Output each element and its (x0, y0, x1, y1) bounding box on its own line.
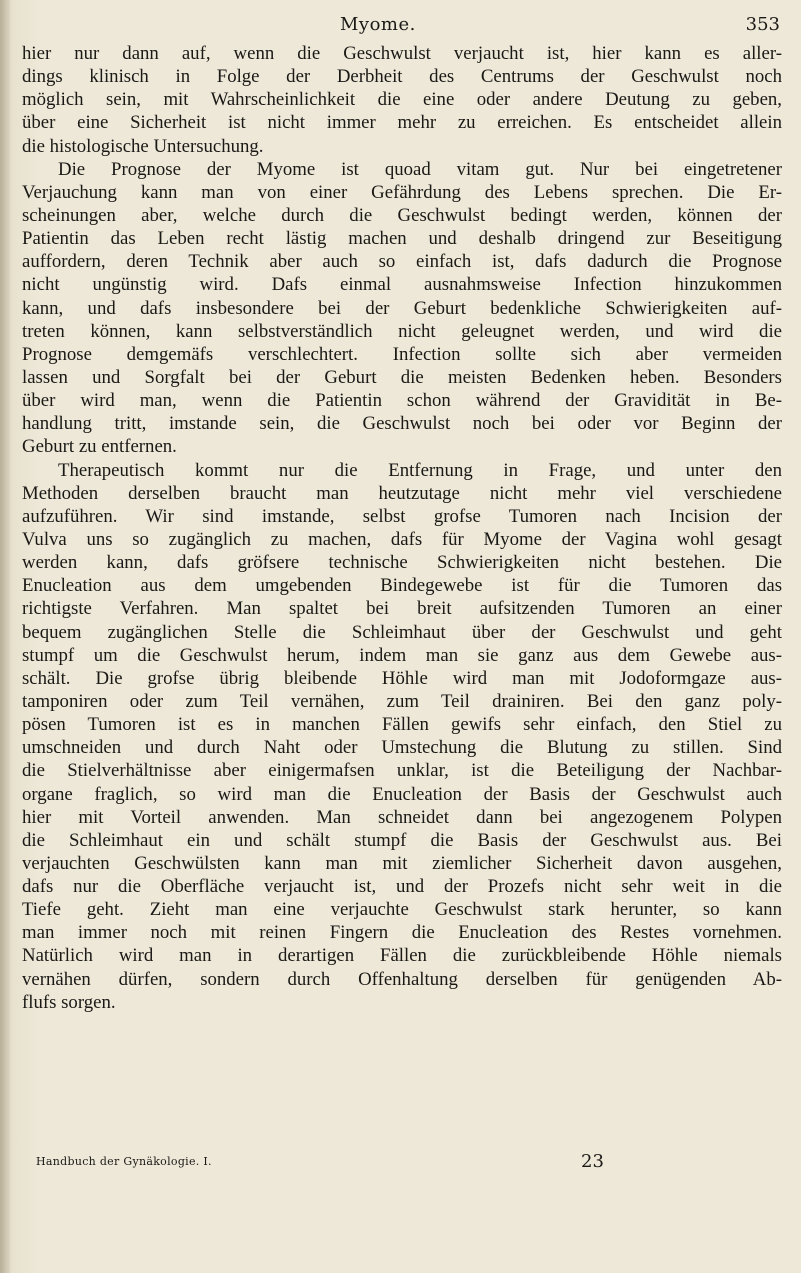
running-head (340, 14, 780, 42)
text-line: dafs nur die Oberfläche verjaucht ist, und der Prozefs nicht sehr weit in die (22, 876, 782, 898)
text-line: handlung tritt, imstande sein, die Geschwulst noch bei oder vor Beginn der (22, 413, 782, 435)
text-line: Tiefe geht. Zieht man eine verjauchte Geschwulst stark herunter, so kann (22, 899, 782, 921)
text-line: umschneiden und durch Naht oder Umstechung die Blutung zu stillen. Sind (22, 737, 782, 759)
text-line: Enucleation aus dem umgebenden Bindegewebe ist für die Tumoren das (22, 575, 782, 597)
text-line: bequem zugänglichen Stelle die Schleimhaut über der Geschwulst und geht (22, 621, 782, 643)
text-line: lassen und Sorgfalt bei der Geburt die meisten Bedenken heben. Besonders (22, 366, 782, 388)
text-line: die Schleimhaut ein und schält stumpf die Basis der Geschwulst aus. Bei (22, 829, 782, 851)
text-line: stumpf um die Geschwulst herum, indem man sie ganz aus dem Gewebe aus- (22, 644, 782, 666)
text-line: möglich sein, mit Wahrscheinlichkeit die eine oder andere Deutung zu geben, (22, 89, 782, 111)
sheet-signature-number: 23 (581, 1151, 604, 1172)
text-line: hier nur dann auf, wenn die Geschwulst verjaucht ist, hier kann es aller- (22, 43, 782, 64)
text-line: vernähen dürfen, sondern durch Offenhaltung derselben für genügenden Ab- (22, 968, 782, 990)
text-line: nicht ungünstig wird. Dafs einmal ausnahmsweise Infection hinzukommen (22, 274, 782, 296)
binding-edge (0, 0, 10, 1273)
body-text (22, 42, 782, 1014)
text-line: Therapeutisch kommt nur die Entfernung in Frage, und unter den (58, 459, 782, 481)
text-line: über eine Sicherheit ist nicht immer mehr zu erreichen. Es entscheidet allein (22, 112, 782, 134)
text-line: Vulva uns so zugänglich zu machen, dafs für Myome der Vagina wohl gesagt (22, 528, 782, 550)
text-line: Geburt zu entfernen. (22, 436, 177, 458)
text-line: hier mit Vorteil anwenden. Man schneidet dann bei angezogenem Polypen (22, 806, 782, 828)
text-line: werden kann, dafs gröfsere technische Schwierigkeiten nicht bestehen. Die (22, 552, 782, 574)
text-line: Verjauchung kann man von einer Gefährdung des Lebens sprechen. Die Er- (22, 181, 782, 203)
text-line: schält. Die grofse übrig bleibende Höhle wird man mit Jodoformgaze aus- (22, 667, 782, 689)
text-line: die Stielverhältnisse aber einigermafsen unklar, ist die Beteiligung der Nachbar- (22, 760, 782, 782)
text-line: verjauchten Geschwülsten kann man mit ziemlicher Sicherheit davon ausgehen, (22, 852, 782, 874)
text-line: Natürlich wird man in derartigen Fällen die zurückbleibende Höhle niemals (22, 945, 782, 967)
text-line: die histologische Untersuchung. (22, 135, 264, 157)
text-line: dings klinisch in Folge der Derbheit des Centrums der Geschwulst noch (22, 66, 782, 88)
text-line: Methoden derselben braucht man heutzutage nicht mehr viel verschiedene (22, 482, 782, 504)
page-number: 353 (745, 14, 780, 35)
text-line: kann, und dafs insbesondere bei der Geburt bedenkliche Schwierigkeiten auf- (22, 297, 782, 319)
text-line: Die Prognose der Myome ist quoad vitam gut. Nur bei eingetretener (58, 158, 782, 180)
text-line: richtigste Verfahren. Man spaltet bei breit aufsitzenden Tumoren an einer (22, 598, 782, 620)
text-line: aufzuführen. Wir sind imstande, selbst grofse Tumoren nach Incision der (22, 505, 782, 527)
text-line: auffordern, deren Technik aber auch so einfach ist, dafs dadurch die Prognose (22, 251, 782, 273)
text-line: Prognose demgemäfs verschlechtert. Infection sollte sich aber vermeiden (22, 343, 782, 365)
footer-book-title: Handbuch der Gynäkologie. I. (36, 1155, 212, 1168)
text-line: tamponiren oder zum Teil vernähen, zum Teil drainiren. Bei den ganz poly- (22, 690, 782, 712)
running-title: Myome. (340, 14, 416, 35)
text-line: über wird man, wenn die Patientin schon während der Gravidität in Be- (22, 390, 782, 412)
text-line: pösen Tumoren ist es in manchen Fällen gewifs sehr einfach, den Stiel zu (22, 714, 782, 736)
text-line: organe fraglich, so wird man die Enucleation der Basis der Geschwulst auch (22, 783, 782, 805)
text-line: flufs sorgen. (22, 991, 116, 1013)
page-footer (36, 1151, 636, 1177)
text-line: man immer noch mit reinen Fingern die Enucleation des Restes vornehmen. (22, 922, 782, 944)
text-line: treten können, kann selbstverständlich nicht geleugnet werden, und wird die (22, 320, 782, 342)
text-line: Patientin das Leben recht lästig machen und deshalb dringend zur Beseitigung (22, 228, 782, 250)
text-line: scheinungen aber, welche durch die Geschwulst bedingt werden, können der (22, 204, 782, 226)
